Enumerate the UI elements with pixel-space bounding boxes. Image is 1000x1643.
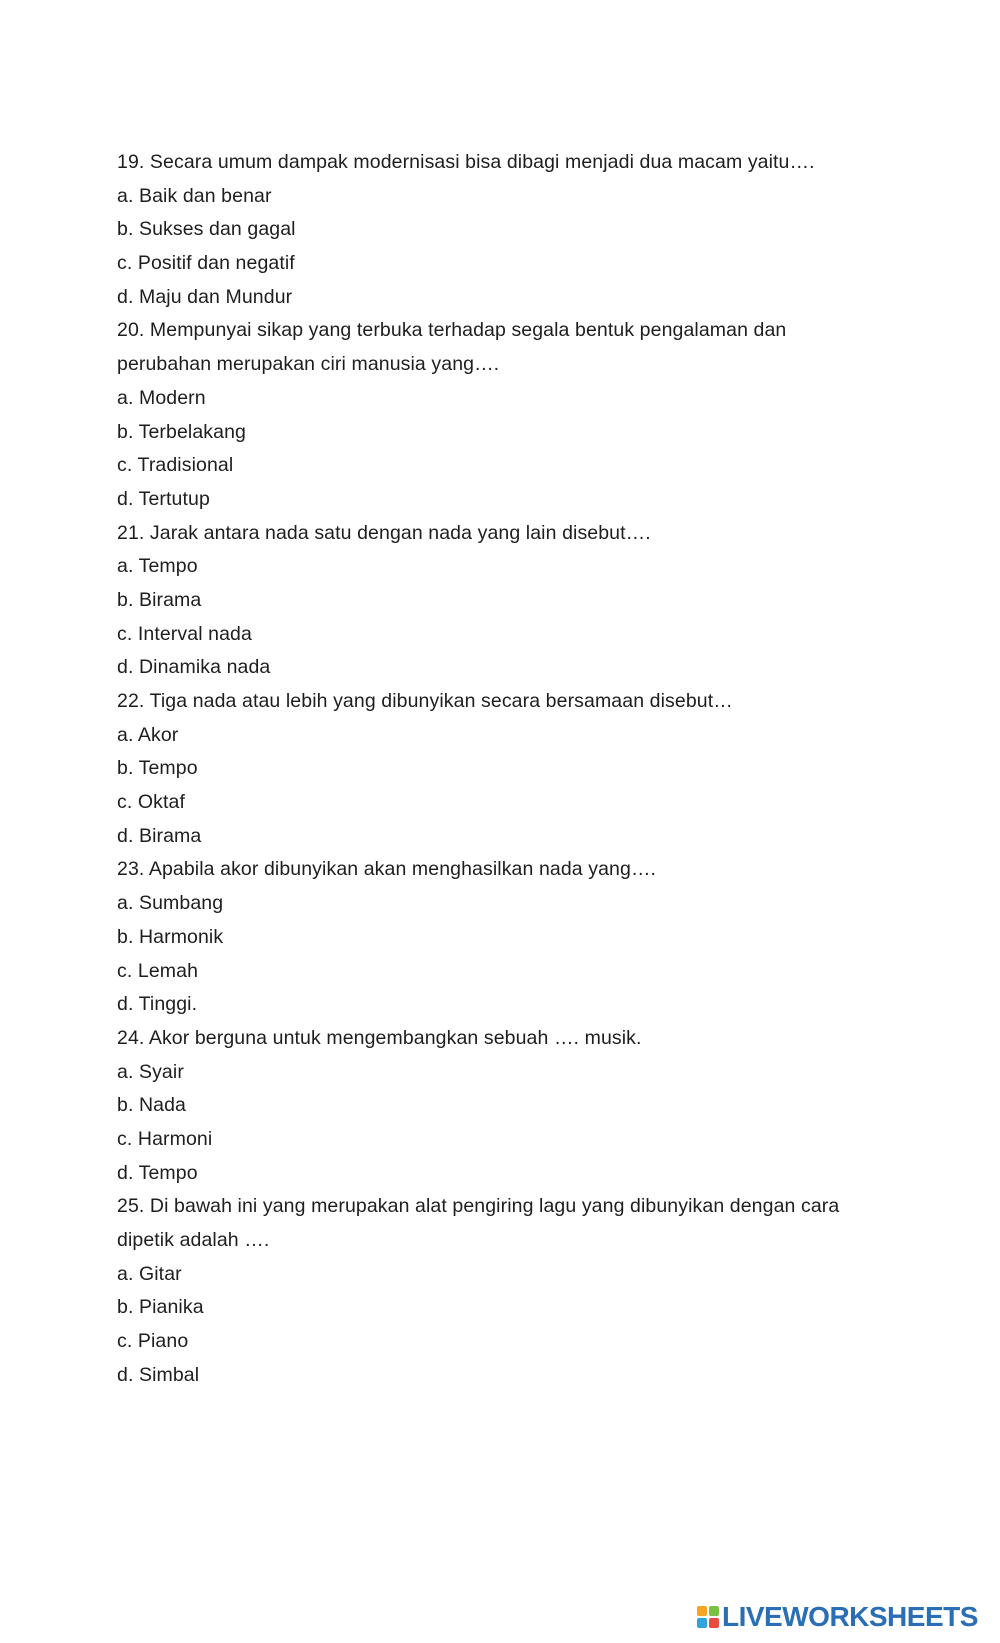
option-24-a: a. Syair [117, 1060, 184, 1083]
option-19-d: d. Maju dan Mundur [117, 285, 293, 308]
option-21-b: b. Birama [117, 588, 202, 611]
option-23-b: b. Harmonik [117, 925, 224, 948]
option-24-c: c. Harmoni [117, 1127, 213, 1150]
option-25-a: a. Gitar [117, 1262, 182, 1285]
question-25-cont: dipetik adalah …. [117, 1229, 270, 1251]
option-23-d: d. Tinggi. [117, 993, 198, 1016]
option-21-c: c. Interval nada [117, 622, 252, 645]
option-20-d: d. Tertutup [117, 487, 210, 510]
option-22-c: c. Oktaf [117, 791, 185, 814]
option-25-b: b. Pianika [117, 1296, 204, 1319]
option-20-a: a. Modern [117, 386, 206, 409]
option-22-a: a. Akor [117, 723, 179, 746]
option-19-a: a. Baik dan benar [117, 184, 272, 207]
option-20-b: b. Terbelakang [117, 420, 246, 443]
worksheet-questions [117, 146, 877, 1392]
option-21-a: a. Tempo [117, 555, 198, 578]
question-20-cont: perubahan merupakan ciri manusia yang…. [117, 353, 500, 376]
question-25: 25. Di bawah ini yang merupakan alat pengiring lagu yang dibunyikan dengan cara [117, 1195, 840, 1218]
option-25-c: c. Piano [117, 1330, 189, 1353]
question-21: 21. Jarak antara nada satu dengan nada yang lain disebut…. [117, 521, 651, 544]
option-20-c: c. Tradisional [117, 454, 234, 477]
option-21-d: d. Dinamika nada [117, 656, 271, 679]
option-23-a: a. Sumbang [117, 892, 224, 915]
question-19: 19. Secara umum dampak modernisasi bisa dibagi menjadi dua macam yaitu…. [117, 151, 815, 173]
option-22-b: b. Tempo [117, 757, 198, 780]
liveworksheets-logo-icon [697, 1606, 719, 1628]
question-22: 22. Tiga nada atau lebih yang dibunyikan secara bersamaan disebut… [117, 690, 733, 712]
option-24-d: d. Tempo [117, 1161, 198, 1184]
question-20: 20. Mempunyai sikap yang terbuka terhadap segala bentuk pengalaman dan [117, 319, 787, 342]
brand-wordmark: LIVEWORKSHEETS [722, 1601, 978, 1632]
option-19-c: c. Positif dan negatif [117, 252, 295, 275]
question-24: 24. Akor berguna untuk mengembangkan sebuah …. musik. [117, 1026, 642, 1049]
liveworksheets-footer [697, 1601, 978, 1632]
option-24-b: b. Nada [117, 1094, 186, 1117]
question-23: 23. Apabila akor dibunyikan akan menghasilkan nada yang…. [117, 858, 657, 881]
option-22-d: d. Birama [117, 824, 202, 847]
option-25-d: d. Simbal [117, 1363, 200, 1386]
option-19-b: b. Sukses dan gagal [117, 218, 296, 241]
option-23-c: c. Lemah [117, 959, 199, 982]
